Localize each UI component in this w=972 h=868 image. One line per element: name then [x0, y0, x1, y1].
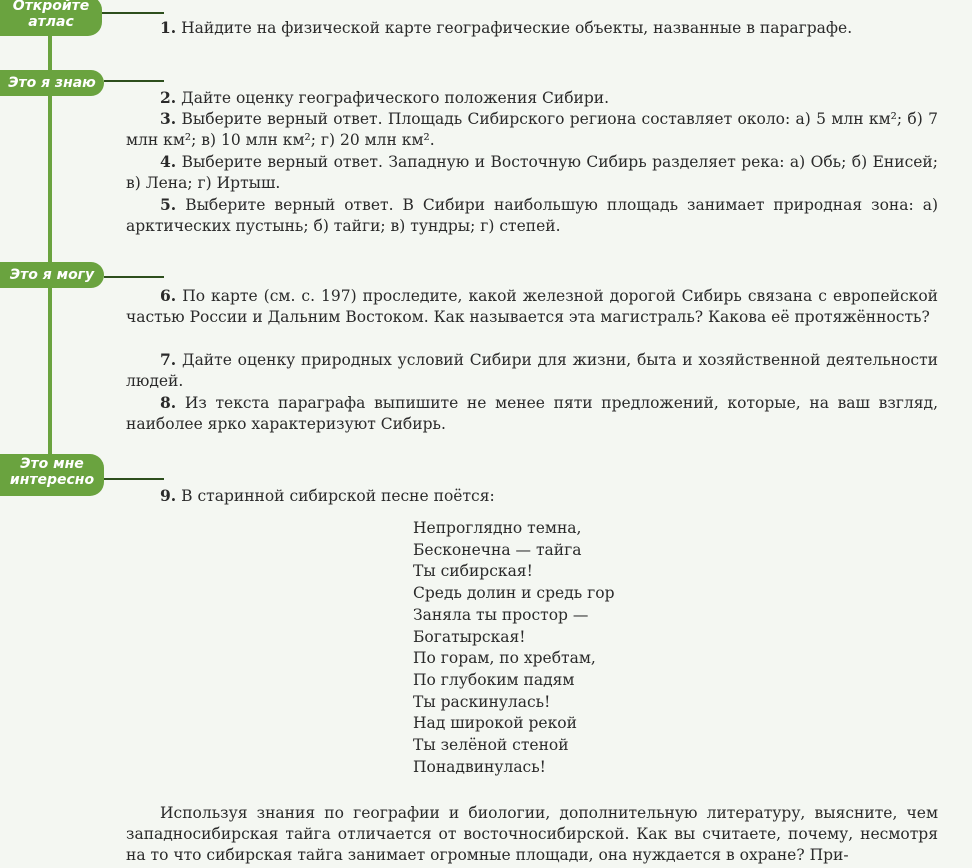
section-rule — [102, 12, 164, 14]
question-number: 3. — [160, 109, 177, 128]
question-number: 9. — [160, 486, 177, 505]
question-number: 6. — [160, 286, 177, 305]
question-text: Дайте оценку природных условий Сибири для жизни, быта и хозяйственной деятельности людей. — [126, 351, 938, 390]
question-5 — [126, 194, 938, 237]
section-rule — [104, 478, 164, 480]
question-text: Выберите верный ответ. Западную и Восточную Сибирь разделяет река: а) Обь; б) Енисей; в) Лена; г) Иртыш. — [126, 153, 938, 192]
final-paragraph: Используя знания по географии и биологии, дополнительную литературу, выясните, чем западносибирская тайга отличается от восточносибирской. Как вы считаете, почему, несмотря на то что сибирская тайга занимает огромные площади, она нуждается в охране? При- — [126, 804, 938, 864]
question-number: 1. — [160, 18, 177, 37]
question-9 — [126, 485, 938, 507]
tab-line: Откройте — [12, 0, 90, 14]
poem-line: Средь долин и средь гор — [413, 584, 615, 603]
i-can-tab — [0, 262, 104, 288]
tab-line: атлас — [28, 14, 74, 30]
poem-line: Ты раскинулась! — [413, 692, 551, 711]
poem-line: Непроглядно темна, — [413, 519, 582, 537]
poem-line: По горам, по хребтам, — [413, 649, 596, 668]
tab-line: интересно — [9, 472, 95, 488]
poem-line: Богатырская! — [413, 627, 526, 646]
question-number: 4. — [160, 152, 177, 171]
question-number: 5. — [160, 195, 177, 214]
section-rule — [104, 80, 164, 82]
question-number: 7. — [160, 350, 177, 369]
poem-line: Ты сибирская! — [413, 562, 533, 581]
tab-line: Это я знаю — [8, 75, 96, 91]
question-6 — [126, 285, 938, 328]
question-text: По карте (см. с. 197) проследите, какой железной дорогой Сибирь связана с европейской частью России и Дальним Востоком. Как называется эта магистраль? Какова её протяжённость? — [126, 287, 938, 326]
i-know-tab — [0, 70, 104, 96]
section-rail — [48, 0, 52, 460]
poem-line: Бесконечна — тайга — [413, 540, 582, 559]
question-text: Выберите верный ответ. В Сибири наибольшую площадь занимает природная зона: а) арктических пустынь; б) тайги; в) тундры; г) степей. — [126, 196, 938, 235]
interesting-tab — [0, 454, 104, 496]
song-poem — [413, 518, 615, 778]
question-text: Дайте оценку географического положения Сибири. — [181, 89, 610, 107]
question-text: В старинной сибирской песне поётся: — [181, 487, 495, 505]
tab-line: Это мне — [20, 456, 84, 472]
poem-line: Ты зелёной стеной — [413, 736, 569, 755]
poem-line: Над широкой рекой — [413, 714, 577, 733]
question-2 — [126, 87, 938, 109]
question-7 — [126, 349, 938, 392]
question-number: 8. — [160, 393, 177, 412]
poem-line: Заняла ты простор — — [413, 605, 589, 624]
question-3 — [126, 108, 938, 151]
question-4 — [126, 151, 938, 194]
poem-line: По глубоким падям — [413, 670, 575, 689]
tab-line: Это я могу — [9, 267, 95, 283]
question-1 — [126, 17, 938, 39]
question-number: 2. — [160, 88, 177, 107]
question-text: Выберите верный ответ. Площадь Сибирского региона составляет около: а) 5 млн км²; б) 7 млн км²; в) 10 млн км²; г) 20 млн км². — [126, 110, 938, 149]
poem-line: Понадвинулась! — [413, 757, 546, 776]
section-rule — [104, 276, 164, 278]
question-text: Найдите на физической карте географические объекты, названные в параграфе. — [181, 19, 853, 37]
open-atlas-tab — [0, 0, 102, 36]
question-text: Из текста параграфа выпишите не менее пяти предложений, которые, на ваш взгляд, наиболее ярко характеризуют Сибирь. — [126, 394, 938, 433]
question-8 — [126, 392, 938, 435]
